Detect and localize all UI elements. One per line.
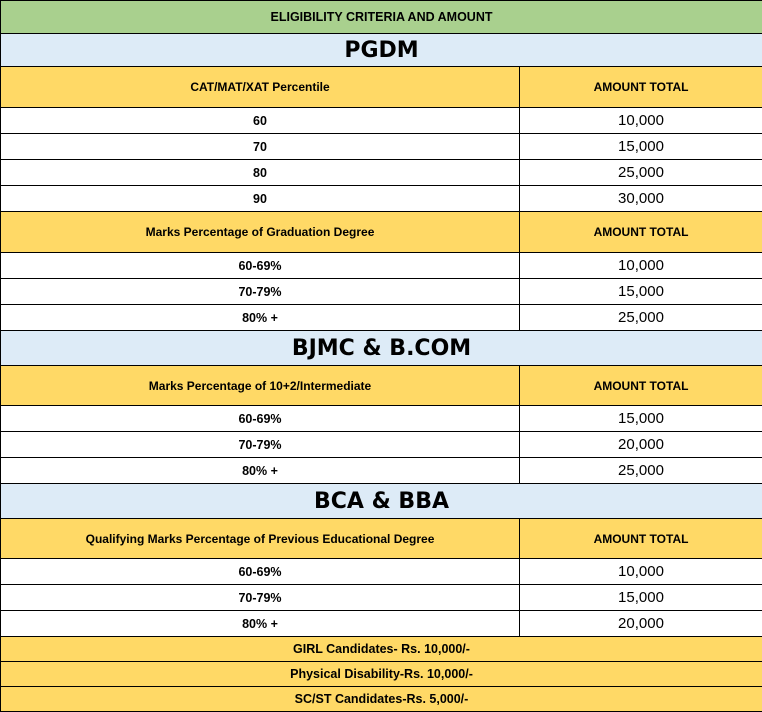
criteria-cell: 70 <box>1 134 520 160</box>
footer-row <box>1 637 762 662</box>
amount-cell: 25,000 <box>520 458 762 484</box>
criteria-cell: 60-69% <box>1 253 520 279</box>
amount-cell: 25,000 <box>520 160 762 186</box>
table-row <box>1 559 762 585</box>
criteria-cell: 90 <box>1 186 520 212</box>
criteria-header: CAT/MAT/XAT Percentile <box>1 67 520 108</box>
group-header-row <box>1 366 762 406</box>
criteria-header: Qualifying Marks Percentage of Previous Educational Degree <box>1 519 520 559</box>
amount-header: AMOUNT TOTAL <box>520 366 762 406</box>
section-row-pgdm <box>1 34 762 67</box>
section-row-bca-bba <box>1 484 762 519</box>
amount-cell: 20,000 <box>520 611 762 637</box>
amount-cell: 30,000 <box>520 186 762 212</box>
section-title: PGDM <box>1 34 762 67</box>
amount-header: AMOUNT TOTAL <box>520 67 762 108</box>
amount-cell: 10,000 <box>520 559 762 585</box>
table-row <box>1 279 762 305</box>
footer-row <box>1 662 762 687</box>
amount-cell: 20,000 <box>520 432 762 458</box>
criteria-cell: 80 <box>1 160 520 186</box>
criteria-cell: 60 <box>1 108 520 134</box>
table-row <box>1 253 762 279</box>
table-row <box>1 305 762 331</box>
footer-row <box>1 687 762 712</box>
table-row <box>1 134 762 160</box>
section-title: BCA & BBA <box>1 484 762 519</box>
table-title: ELIGIBILITY CRITERIA AND AMOUNT <box>1 1 762 34</box>
amount-header: AMOUNT TOTAL <box>520 212 762 253</box>
table-row <box>1 186 762 212</box>
section-title: BJMC & B.COM <box>1 331 762 366</box>
amount-header: AMOUNT TOTAL <box>520 519 762 559</box>
group-header-row <box>1 519 762 559</box>
amount-cell: 15,000 <box>520 585 762 611</box>
criteria-header: Marks Percentage of Graduation Degree <box>1 212 520 253</box>
amount-cell: 10,000 <box>520 253 762 279</box>
footer-note: Physical Disability-Rs. 10,000/- <box>1 662 762 687</box>
criteria-cell: 80% + <box>1 458 520 484</box>
table-row <box>1 458 762 484</box>
amount-cell: 10,000 <box>520 108 762 134</box>
criteria-header: Marks Percentage of 10+2/Intermediate <box>1 366 520 406</box>
criteria-cell: 60-69% <box>1 559 520 585</box>
criteria-cell: 70-79% <box>1 585 520 611</box>
criteria-cell: 80% + <box>1 611 520 637</box>
table-row <box>1 432 762 458</box>
table-row <box>1 585 762 611</box>
footer-note: GIRL Candidates- Rs. 10,000/- <box>1 637 762 662</box>
amount-cell: 15,000 <box>520 134 762 160</box>
criteria-cell: 60-69% <box>1 406 520 432</box>
amount-cell: 25,000 <box>520 305 762 331</box>
table-row <box>1 160 762 186</box>
footer-note: SC/ST Candidates-Rs. 5,000/- <box>1 687 762 712</box>
criteria-cell: 70-79% <box>1 279 520 305</box>
title-row <box>1 1 762 34</box>
group-header-row <box>1 67 762 108</box>
section-row-bjmc-bcom <box>1 331 762 366</box>
group-header-row <box>1 212 762 253</box>
table-row <box>1 611 762 637</box>
table-row <box>1 406 762 432</box>
table-row <box>1 108 762 134</box>
criteria-cell: 80% + <box>1 305 520 331</box>
amount-cell: 15,000 <box>520 406 762 432</box>
criteria-cell: 70-79% <box>1 432 520 458</box>
amount-cell: 15,000 <box>520 279 762 305</box>
